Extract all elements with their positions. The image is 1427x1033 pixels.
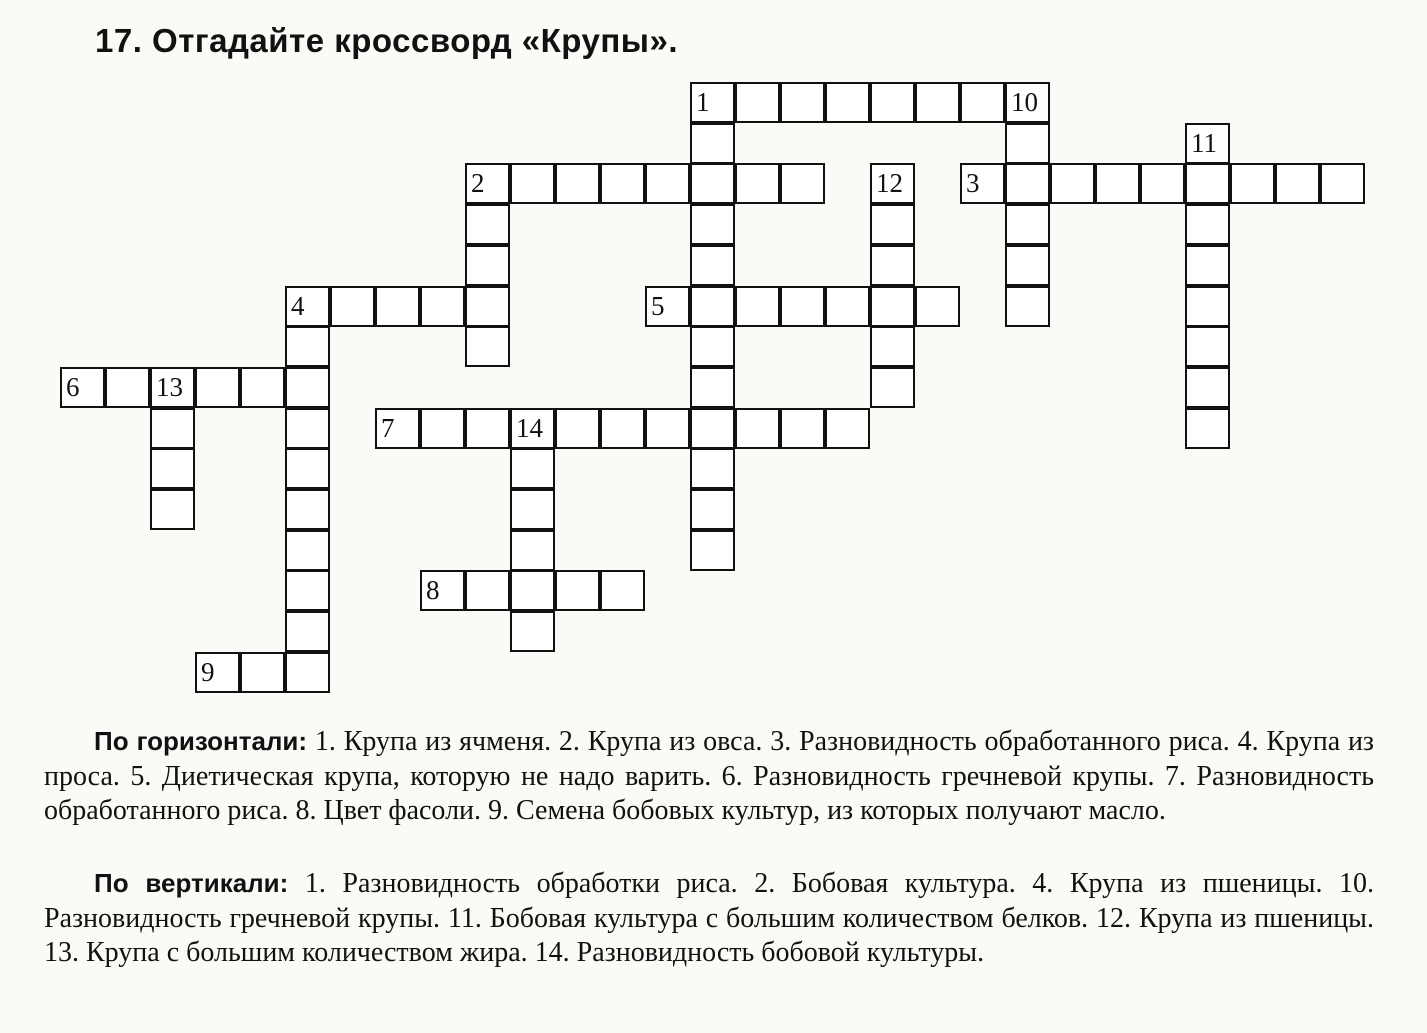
crossword-cell [1230,163,1275,204]
clue-number: 9 [201,656,215,687]
crossword-cell [690,204,735,245]
crossword-cell [1050,163,1095,204]
crossword-cell [555,163,600,204]
crossword-cell [1320,163,1365,204]
crossword-cell [1275,163,1320,204]
crossword-cell [285,652,330,693]
clue-number: 7 [381,412,395,443]
crossword-cell [915,82,960,123]
crossword-cell [1005,204,1050,245]
crossword-cell [1005,123,1050,164]
crossword-cell [1185,163,1230,204]
crossword-cell [690,530,735,571]
crossword-cell [195,367,240,408]
crossword-cell [420,286,465,327]
crossword-cell [285,286,330,327]
crossword-cell [825,286,870,327]
crossword-cell [510,448,555,489]
crossword-cell [870,245,915,286]
crossword-cell [1185,123,1230,164]
crossword-cell [960,163,1005,204]
crossword-cell [690,286,735,327]
crossword-cell [645,286,690,327]
crossword-cell [870,367,915,408]
crossword-cell [780,286,825,327]
crossword-cell [150,448,195,489]
crossword-cell [1185,286,1230,327]
crossword-cell [285,489,330,530]
crossword-cell [690,489,735,530]
crossword-cell [1005,245,1050,286]
crossword-cell [465,286,510,327]
crossword-cell [420,570,465,611]
crossword-cell [105,367,150,408]
crossword-cell [510,163,555,204]
crossword-cell [780,163,825,204]
clues-across [44,724,1374,829]
crossword-cell [690,82,735,123]
crossword-cell [555,570,600,611]
crossword-cell [285,611,330,652]
crossword-cell [195,652,240,693]
crossword-cell [285,448,330,489]
crossword-cell [1140,163,1185,204]
crossword-cell [1005,163,1050,204]
clue-number: 1 [696,87,710,117]
crossword-cell [600,163,645,204]
crossword-cell [1185,408,1230,449]
crossword-cell [600,408,645,449]
clue-number: 10 [1011,87,1038,117]
crossword-cell [465,326,510,367]
crossword-cell [780,408,825,449]
crossword-cell [960,82,1005,123]
crossword-cell [645,408,690,449]
crossword-cell [780,82,825,123]
crossword-cell [375,408,420,449]
crossword-cell [735,286,780,327]
clue-number: 12 [876,168,903,199]
crossword-cell [285,326,330,367]
crossword-cell [510,530,555,571]
crossword-cell [330,286,375,327]
crossword-cell [1185,204,1230,245]
crossword-cell [465,245,510,286]
clue-number: 5 [651,290,665,321]
crossword-cell [690,408,735,449]
crossword-cell [510,570,555,611]
clues-down-text: 1. Разновидность обработки риса. 2. Бобовая культура. 4. Крупа из пшеницы. 10. Разновидность гречневой крупы. 11. Бобовая культура с большим количеством белков. 12. Крупа из пшеницы. 13. Крупа с большим количеством жира. 14. Разновидность бобовой культуры. [44,868,1374,968]
crossword-cell [465,204,510,245]
crossword-cell [510,408,555,449]
crossword-cell [150,489,195,530]
crossword-cell [870,286,915,327]
crossword-cell [555,408,600,449]
crossword-cell [285,530,330,571]
crossword-cell [240,652,285,693]
crossword-cell [870,82,915,123]
clue-number: 4 [291,290,305,321]
crossword-cell [600,570,645,611]
crossword-cell [915,286,960,327]
clue-number: 11 [1191,127,1217,158]
crossword-cell [690,326,735,367]
crossword-cell [285,408,330,449]
crossword-cell [150,367,195,408]
clue-number: 3 [966,168,980,199]
crossword-cell [645,163,690,204]
clue-number: 14 [516,412,543,443]
crossword-cell [465,163,510,204]
crossword-cell [690,163,735,204]
clues-down [44,866,1374,971]
crossword-cell [870,326,915,367]
crossword-cell [1005,82,1050,123]
clues-across-heading: По горизонтали: [94,726,308,756]
crossword-cell [690,367,735,408]
crossword-cell [735,408,780,449]
crossword-cell [1185,245,1230,286]
crossword-cell [420,408,465,449]
clue-number: 6 [66,371,80,402]
crossword-cell [735,163,780,204]
crossword-cell [825,408,870,449]
exercise-title: 17. Отгадайте кроссворд «Крупы». [95,22,679,59]
clues-across-text: 1. Крупа из ячменя. 2. Крупа из овса. 3. Разновидность обработанного риса. 4. Крупа из проса. 5. Диетическая крупа, которую не надо варить. 6. Разновидность гречневой крупы. 7. Разновидность обработанного риса. 8. Цвет фасоли. 9. Семена бобовых культур, из которых получают масло. [44,726,1374,826]
crossword-cell [735,82,780,123]
crossword-cell [510,611,555,652]
crossword-cell [870,163,915,204]
crossword-cell [285,367,330,408]
crossword-cell [690,245,735,286]
crossword-cell [1185,367,1230,408]
crossword-cell [1185,326,1230,367]
crossword-cell [60,367,105,408]
crossword-cell [690,123,735,164]
clue-number: 8 [426,575,440,606]
clues-down-heading: По вертикали: [94,868,289,898]
crossword-cell [825,82,870,123]
crossword-cell [240,367,285,408]
crossword-cell [1005,286,1050,327]
crossword-cell [285,570,330,611]
crossword-cell [510,489,555,530]
crossword-cell [465,408,510,449]
crossword-cell [690,448,735,489]
crossword-cell [870,204,915,245]
clue-number: 13 [156,371,183,402]
crossword-cell [150,408,195,449]
crossword-cell [375,286,420,327]
clue-number: 2 [471,168,485,199]
crossword-cell [465,570,510,611]
crossword-cell [1095,163,1140,204]
